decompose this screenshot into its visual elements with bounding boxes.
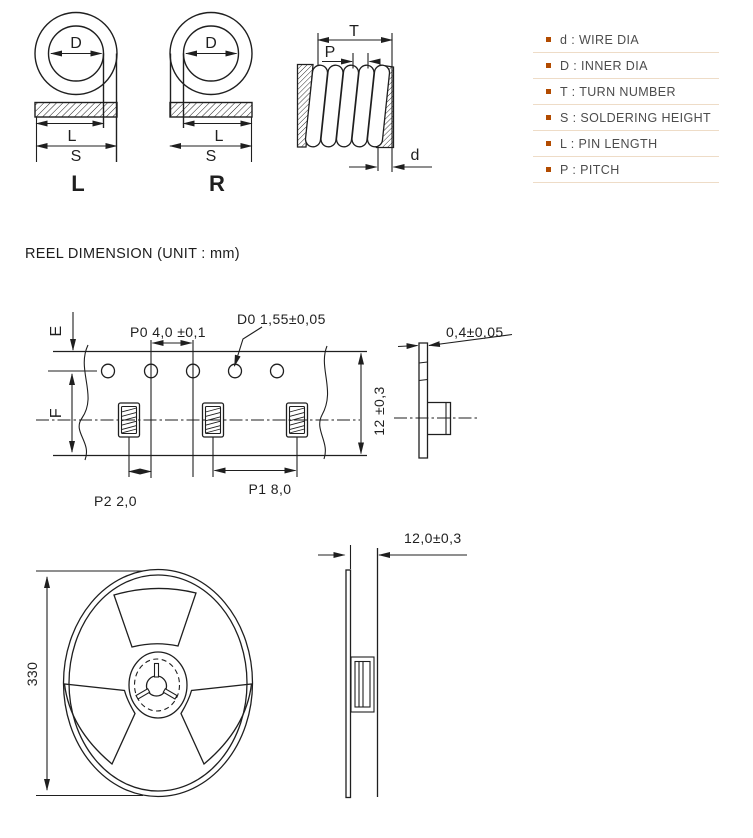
section-heading: REEL DIMENSION (UNIT : mm) [25, 246, 240, 262]
legend-item-label: S : SOLDERING HEIGHT [560, 110, 712, 125]
caption-r: R [209, 171, 225, 196]
bullet-icon [546, 89, 551, 94]
dim-text-p2: P2 2,0 [94, 493, 137, 509]
legend-item [533, 27, 719, 53]
reel-outer-rim [64, 570, 253, 797]
spring-diagram [298, 23, 433, 172]
label-wire-dia: d [410, 147, 420, 164]
tape-drawing [36, 311, 387, 509]
legend-item-label: d : WIRE DIA [560, 32, 640, 47]
break-line [79, 345, 88, 460]
legend-item-label: T : TURN NUMBER [560, 84, 676, 99]
leader-d0 [235, 327, 263, 366]
coil-diagram-l [35, 13, 117, 197]
tick [419, 362, 428, 363]
dim-text-d0: D0 1,55±0,05 [237, 311, 326, 327]
reel-side-view [318, 530, 467, 798]
solder-bar-hatched [170, 103, 252, 118]
break-line [320, 346, 328, 459]
bullet-icon [546, 141, 551, 146]
hub-key-slots [136, 664, 177, 699]
bullet-icon [546, 37, 551, 42]
coil-diagram-r [170, 13, 252, 197]
dim-text-thickness: 0,4±0,05 [446, 324, 504, 340]
bullet-icon [546, 167, 551, 172]
dim-text-330: 330 [24, 661, 40, 687]
reel-inner-rim [69, 575, 247, 791]
legend-item [533, 105, 719, 131]
reel-hub [129, 652, 187, 718]
label-turn-number: T [349, 23, 359, 40]
dim-text-width: 12 ±0,3 [371, 386, 387, 436]
reel-hub-section [351, 657, 374, 712]
solder-bar-hatched [35, 103, 117, 118]
label-pitch: P [324, 44, 336, 61]
reel-flange-left [346, 570, 351, 798]
legend-item-label: L : PIN LENGTH [560, 136, 658, 151]
legend-item [533, 131, 719, 157]
dim-arrow-left [398, 346, 418, 347]
label-inner-dia: D [70, 35, 82, 52]
dim-text-reel-width: 12,0±0,3 [404, 530, 462, 546]
bullet-icon [546, 115, 551, 120]
dim-text-p1: P1 8,0 [248, 481, 292, 497]
label-pin-length: L [67, 128, 77, 145]
symbol-legend [533, 27, 719, 183]
dim-text-e: E [48, 325, 65, 337]
tape-side-view [394, 324, 512, 458]
legend-item [533, 157, 719, 183]
label-pin-length: L [214, 128, 224, 145]
label-soldering: S [70, 148, 82, 165]
legend-item-label: P : PITCH [560, 162, 620, 177]
dim-text-f: F [48, 407, 65, 419]
dim-text-p0: P0 4,0 ±0,1 [130, 324, 206, 340]
bullet-icon [546, 63, 551, 68]
tick [419, 380, 428, 381]
reel-window [114, 588, 196, 647]
label-inner-dia: D [205, 35, 217, 52]
legend-item [533, 79, 719, 105]
label-soldering: S [205, 148, 217, 165]
legend-item [533, 53, 719, 79]
legend-item-label: D : INNER DIA [560, 58, 648, 73]
caption-l: L [71, 171, 85, 196]
tape-strip [419, 343, 428, 458]
reel-front-view [24, 570, 253, 797]
reel-center-hole [147, 676, 167, 696]
coil-turns [305, 64, 390, 147]
